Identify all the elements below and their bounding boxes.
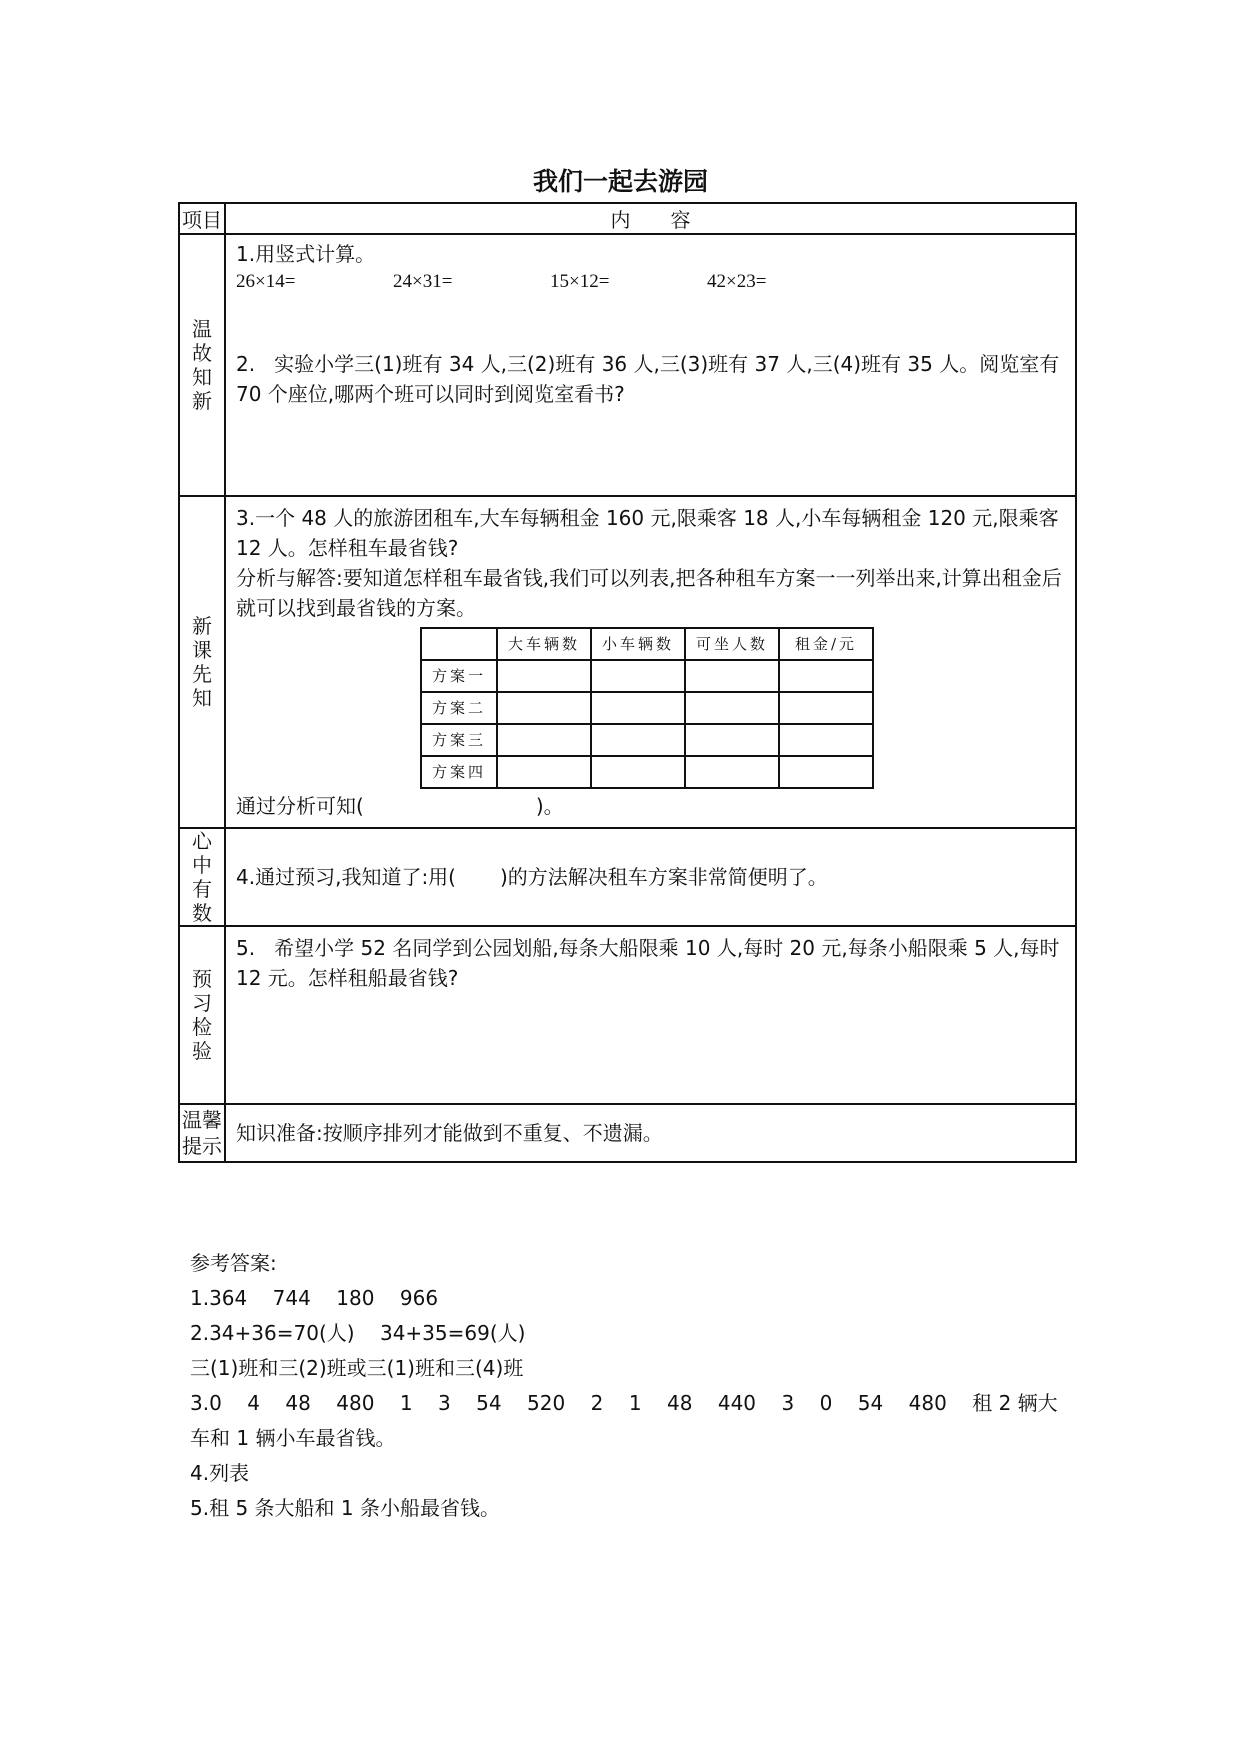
worksheet-table bbox=[178, 202, 1077, 1163]
table-cell bbox=[685, 756, 779, 788]
section-label-review: 温 故 知 新 bbox=[179, 234, 225, 496]
section-label-mind: 心 中 有 数 bbox=[179, 828, 225, 926]
section-tip bbox=[225, 1104, 1076, 1162]
tip-text: 知识准备:按顺序排列才能做到不重复、不遗漏。 bbox=[236, 1121, 663, 1145]
table-cell bbox=[685, 724, 779, 756]
table-row bbox=[421, 692, 873, 724]
row-label: 方案四 bbox=[421, 756, 497, 788]
table-header: 小车辆数 bbox=[591, 628, 685, 660]
table-cell bbox=[497, 724, 591, 756]
calc-item: 15×12= bbox=[550, 271, 610, 292]
question-1-items bbox=[236, 267, 1065, 297]
section-label-tip: 温馨 提示 bbox=[179, 1104, 225, 1162]
table-cell bbox=[591, 724, 685, 756]
answer-line: 3.0 4 48 480 1 3 54 520 2 1 48 440 3 0 54 480 租 2 辆大车和 1 辆小车最省钱。 bbox=[190, 1391, 1058, 1450]
table-cell bbox=[591, 692, 685, 724]
section-review bbox=[225, 234, 1076, 496]
answer-line: 2.34+36=70(人) 34+35=69(人) bbox=[190, 1321, 526, 1345]
analysis-text: 分析与解答:要知道怎样租车最省钱,我们可以列表,把各种租车方案一一列举出来,计算出租金后就可以找到最省钱的方案。 bbox=[236, 566, 1062, 620]
table-cell bbox=[497, 692, 591, 724]
section-label-check: 预 习 检 验 bbox=[179, 926, 225, 1104]
table-cell bbox=[591, 660, 685, 692]
question-4: 4.通过预习,我知道了:用( )的方法解决租车方案非常简便明了。 bbox=[236, 865, 828, 889]
calc-item: 42×23= bbox=[707, 271, 767, 292]
table-cell bbox=[685, 692, 779, 724]
section-new bbox=[225, 496, 1076, 828]
answer-line: 4.列表 bbox=[190, 1461, 250, 1485]
table-cell bbox=[779, 724, 873, 756]
question-5: 5. 希望小学 52 名同学到公园划船,每条大船限乘 10 人,每时 20 元,每条小船限乘 5 人,每时 12 元。怎样租船最省钱? bbox=[236, 936, 1066, 990]
header-content: 内 容 bbox=[225, 203, 1076, 234]
answer-line: 5.租 5 条大船和 1 条小船最省钱。 bbox=[190, 1496, 500, 1520]
section-label-new: 新 课 先 知 bbox=[179, 496, 225, 828]
table-row bbox=[421, 756, 873, 788]
table-cell bbox=[685, 660, 779, 692]
header-item: 项目 bbox=[179, 203, 225, 234]
question-2: 2. 实验小学三(1)班有 34 人,三(2)班有 36 人,三(3)班有 37 人,三(4)班有 35 人。阅览室有 70 个座位,哪两个班可以同时到阅览室看书? bbox=[236, 352, 1066, 406]
table-cell bbox=[779, 660, 873, 692]
table-row bbox=[421, 724, 873, 756]
calc-item: 24×31= bbox=[393, 271, 453, 292]
table-cell bbox=[497, 756, 591, 788]
question-3: 3.一个 48 人的旅游团租车,大车每辆租金 160 元,限乘客 18 人,小车每辆租金 120 元,限乘客 12 人。怎样租车最省钱? bbox=[236, 506, 1059, 560]
answers-heading: 参考答案: bbox=[190, 1251, 277, 1275]
table-cell bbox=[497, 660, 591, 692]
table-header: 可坐人数 bbox=[685, 628, 779, 660]
section-mind bbox=[225, 828, 1076, 926]
table-header: 大车辆数 bbox=[497, 628, 591, 660]
row-label: 方案二 bbox=[421, 692, 497, 724]
answer-line: 三(1)班和三(2)班或三(1)班和三(4)班 bbox=[190, 1356, 524, 1380]
question-1-title: 1.用竖式计算。 bbox=[236, 242, 376, 266]
page-title: 我们一起去游园 bbox=[532, 167, 708, 196]
rental-plan-table bbox=[420, 627, 874, 789]
row-label: 方案一 bbox=[421, 660, 497, 692]
conclusion-line: 通过分析可知( )。 bbox=[236, 794, 564, 818]
table-cell bbox=[591, 756, 685, 788]
table-cell bbox=[779, 756, 873, 788]
calc-item: 26×14= bbox=[236, 271, 296, 292]
reference-answers bbox=[190, 1246, 1070, 1526]
table-cell bbox=[779, 692, 873, 724]
answer-line: 1.364 744 180 966 bbox=[190, 1286, 439, 1310]
section-check bbox=[225, 926, 1076, 1104]
row-label: 方案三 bbox=[421, 724, 497, 756]
table-corner bbox=[421, 628, 497, 660]
table-row bbox=[421, 660, 873, 692]
table-header: 租金/元 bbox=[779, 628, 873, 660]
